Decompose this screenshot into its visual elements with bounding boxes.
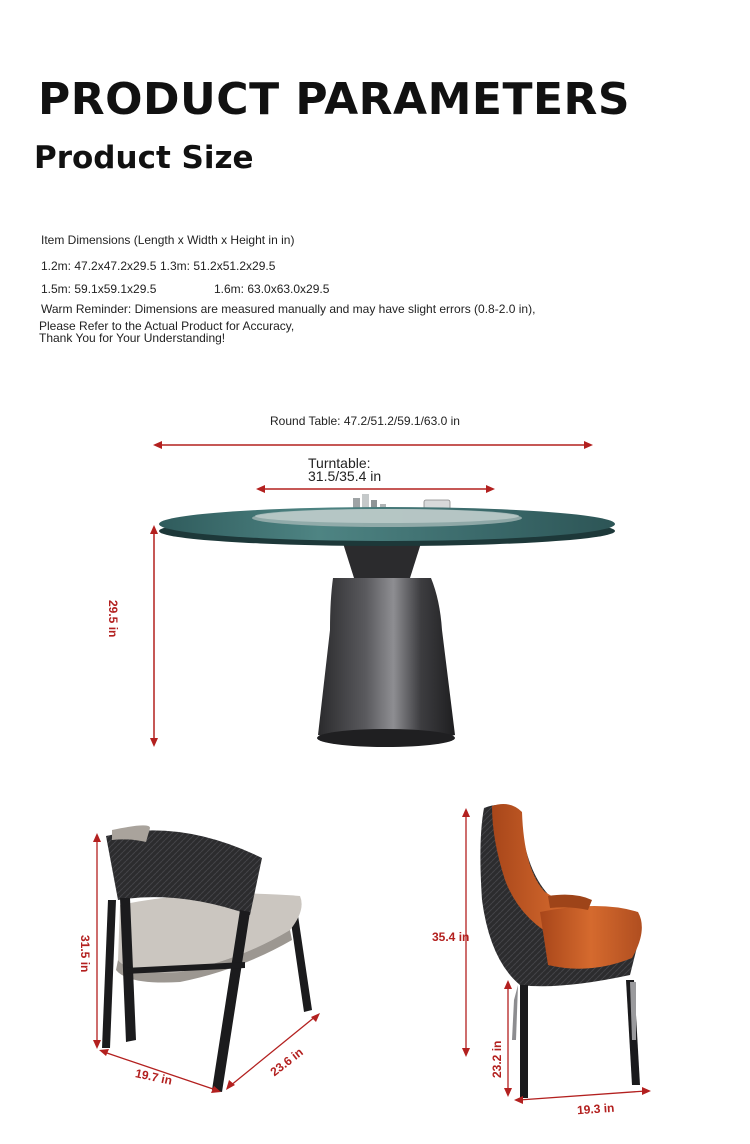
table-width-arrow (153, 441, 593, 449)
right-chair (480, 804, 641, 1098)
reminder-line-1: Warm Reminder: Dimensions are measured manually and may have slight errors (0.8-2.0 in), (41, 302, 536, 316)
left-chair-depth-arrow (226, 1013, 320, 1090)
left-chair-height-label: 31.5 in (78, 935, 92, 973)
right-chair-seat-height-label: 23.2 in (490, 1040, 504, 1078)
size-1-6m: 1.6m: 63.0x63.0x29.5 (214, 282, 330, 296)
size-1-2m: 1.2m: 47.2x47.2x29.5 (41, 259, 157, 273)
left-chair-height-arrow (93, 833, 101, 1049)
page-title: PRODUCT PARAMETERS (38, 74, 631, 125)
right-chair-height-label: 35.4 in (432, 930, 470, 944)
left-chair-depth-label: 23.6 in (267, 1044, 306, 1080)
table-height-arrow (150, 525, 158, 747)
reminder-line-3: Thank You for Your Understanding! (39, 331, 226, 345)
left-chair-width-label: 19.7 in (133, 1066, 174, 1088)
right-chair-width-label: 19.3 in (576, 1100, 615, 1118)
turntable-label-line-2: 31.5/35.4 in (308, 468, 382, 484)
turntable-label-line-1: Turntable: (308, 455, 371, 471)
round-table-label: Round Table: 47.2/51.2/59.1/63.0 in (270, 414, 460, 428)
reminder-line-2: Please Refer to the Actual Product for Accuracy, (39, 319, 295, 333)
right-chair-width-arrow (514, 1087, 651, 1104)
table-base (317, 540, 455, 747)
size-1-5m: 1.5m: 59.1x59.1x29.5 (41, 282, 157, 296)
right-chair-seat-height-arrow (504, 980, 512, 1097)
left-chair (102, 825, 312, 1092)
size-1-3m: 1.3m: 51.2x51.2x29.5 (160, 259, 276, 273)
table-top (159, 507, 615, 546)
turntable-label (308, 457, 381, 483)
dimensions-heading: Item Dimensions (Length x Width x Height in in) (41, 233, 295, 247)
table-height-label: 29.5 in (106, 600, 120, 638)
section-title: Product Size (34, 140, 254, 176)
turntable-arrow (256, 485, 495, 493)
